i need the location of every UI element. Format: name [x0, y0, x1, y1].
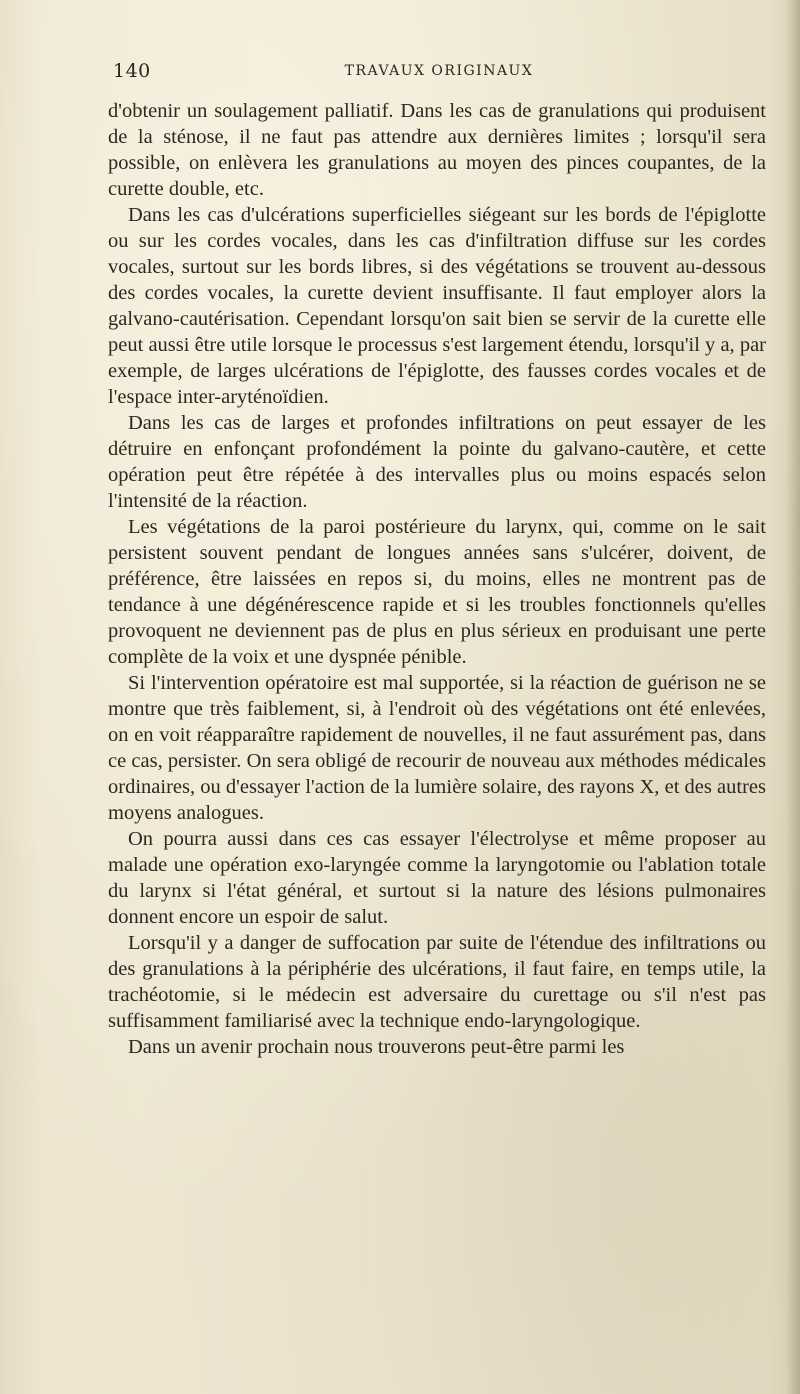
paragraph: d'obtenir un soulagement palliatif. Dans les cas de granulations qui produisent de la sténose, il ne faut pas attendre aux dernières limites ; lorsqu'il sera possible, on enlèvera les granulations au moyen des pinces coupantes, de la curette double, etc. — [108, 100, 766, 200]
page-header — [113, 60, 765, 88]
page-edge-shadow — [786, 0, 800, 1394]
paragraph: Dans un avenir prochain nous trouverons peut-être parmi les — [128, 1036, 625, 1058]
paragraph: Lorsqu'il y a danger de suffocation par suite de l'étendue des infiltrations ou des granulations à la périphérie des ulcérations, il faut faire, en temps utile, la trachéotomie, si le médecin est adversaire du curettage ou s'il n'est pas suffisamment familiarisé avec la technique endo-laryngologique. — [108, 932, 766, 1032]
paragraph: Dans les cas de larges et profondes infiltrations on peut essayer de les détruire en enfonçant profondément la pointe du galvano-cautère, et cette opération peut être répétée à des intervalles plus ou moins espacés selon l'intensité de la réaction. — [108, 412, 766, 512]
paragraph: On pourra aussi dans ces cas essayer l'électrolyse et même proposer au malade une opération exo-laryngée comme la laryngotomie ou l'ablation totale du larynx si l'état général, et surtout si la nature des lésions pulmonaires donnent encore un espoir de salut. — [108, 828, 766, 928]
page-number: 140 — [113, 60, 151, 82]
paragraph: Les végétations de la paroi postérieure du larynx, qui, comme on le sait persistent souvent pendant de longues années sans s'ulcérer, doivent, de préférence, être laissées en repos si, du moins, elles ne montrent pas de tendance à une dégénérescence rapide et si les troubles fonctionnels qu'elles provoquent ne deviennent pas de plus en plus sérieux en produisant une perte complète de la voix et une dyspnée pénible. — [108, 516, 766, 668]
running-head: TRAVAUX ORIGINAUX — [344, 63, 534, 79]
paragraph: Dans les cas d'ulcérations superficielles siégeant sur les bords de l'épiglotte ou sur les cordes vocales, dans les cas d'infiltration diffuse sur les cordes vocales, surtout sur les bords libres, si des végétations se trouvent au-dessous des cordes vocales, la curette devient insuffisante. Il faut employer alors la galvano-cautérisation. Cependant lorsqu'on sait bien se servir de la curette elle peut aussi être utile lorsque le processus s'est largement étendu, lorsqu'il y a, par exemple, de larges ulcérations de l'épiglotte, des fausses cordes vocales et de l'espace inter-aryténoïdien. — [108, 204, 766, 408]
body-text — [108, 98, 766, 1060]
paragraph: Si l'intervention opératoire est mal supportée, si la réaction de guérison ne se montre que très faiblement, si, à l'endroit où des végétations ont été enlevées, on en voit réapparaître rapidement de nouvelles, il ne faut assurément pas, dans ce cas, persister. On sera obligé de recourir de nouveau aux méthodes médicales ordinaires, ou d'essayer l'action de la lumière solaire, des rayons X, et des autres moyens analogues. — [108, 672, 766, 824]
